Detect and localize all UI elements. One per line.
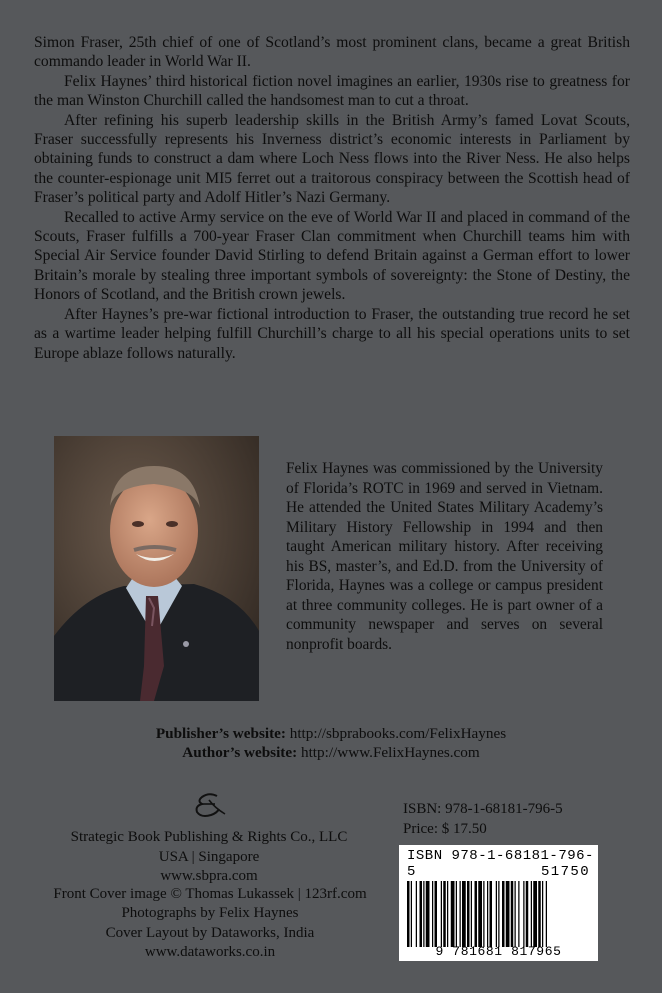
barcode-bar [475, 881, 478, 947]
barcode-bar [533, 881, 537, 947]
barcode-bar [471, 881, 472, 947]
blurb-paragraph: Felix Haynes’ third historical fiction novel imagines an earlier, 1930s rise to greatness for the man Winston Churchill called the handsomest man to cut a throat. [34, 72, 630, 110]
publisher-logo-icon [189, 790, 229, 820]
barcode-bar [432, 881, 433, 947]
barcode-bar [538, 881, 541, 947]
barcode-bar [542, 881, 543, 947]
publisher-block [34, 790, 384, 887]
barcode-bar [443, 881, 446, 947]
isbn-barcode [399, 845, 598, 961]
author-website-label: Author’s website: [182, 744, 298, 761]
barcode-bar [423, 881, 424, 947]
barcode-bar [456, 881, 457, 947]
barcode-bar [515, 881, 516, 947]
publisher-website-line [0, 724, 662, 743]
barcode-price-code: 51750 [540, 864, 590, 880]
barcode-bar [435, 881, 438, 947]
author-bio: Felix Haynes was commissioned by the University of Florida’s ROTC in 1969 and served in Vietnam. He attended the United States Military Academy’s Military History Fellowship in 1994 and then taught American military history. After receiving his BS, master’s, and Ed.D. from the University of Florida, Haynes was a college or campus president at three community colleges. He is part owner of a community newspaper and serves on several nonprofit boards. [286, 460, 603, 653]
barcode-bar [531, 881, 532, 947]
blurb-paragraph: After Haynes’s pre-war fictional introduction to Fraser, the outstanding true record he set as a wartime leader helping fulfill Churchill’s charge to all his special operations units to set Europe ablaze follows naturally. [34, 305, 630, 362]
barcode-isbn-text: ISBN 978-1-68181-796-5 [407, 848, 594, 880]
barcode-bar [490, 881, 493, 947]
barcode-bar [518, 881, 519, 947]
price-line: Price: $ 17.50 [403, 820, 487, 837]
barcode-bar [487, 881, 488, 947]
blurb-text [34, 33, 630, 363]
barcode-bar [411, 881, 412, 947]
barcode-bar [426, 881, 430, 947]
barcode-bars-icon [407, 881, 590, 947]
websites [0, 724, 662, 762]
isbn-info [403, 800, 563, 839]
author-website-line [0, 743, 662, 762]
barcode-bar [420, 881, 423, 947]
barcode-bar [460, 881, 461, 947]
author-photo [54, 436, 259, 701]
credit-line: Photographs by Felix Haynes [121, 905, 299, 922]
barcode-bar [511, 881, 514, 947]
publisher-locations: USA | Singapore [158, 848, 260, 865]
barcode-bar [523, 881, 524, 947]
credits-block [24, 885, 396, 963]
barcode-bar [462, 881, 466, 947]
barcode-bar [441, 881, 442, 947]
blurb-paragraph: Simon Fraser, 25th chief of one of Scotland’s most prominent clans, became a great British commando leader in World War II. [34, 34, 630, 71]
credit-line: Front Cover image © Thomas Lukassek | 123rf.com [53, 886, 367, 902]
barcode-bar [447, 881, 448, 947]
barcode-bar [407, 881, 410, 947]
credit-line: Cover Layout by Dataworks, India [105, 924, 315, 941]
barcode-bar [478, 881, 482, 947]
barcode-bar [451, 881, 455, 947]
credit-line[interactable]: www.dataworks.co.in [144, 944, 276, 961]
isbn-line: ISBN: 978-1-68181-796-5 [403, 801, 563, 817]
blurb-paragraph: After refining his superb leadership skills in the British Army’s famed Lovat Scouts, Fraser successfully represents his Inverness district’s economic interests in Parliament by obtaining funds to construct a dam where Loch Ness flows into the River Ness. He also helps the counter-espionage unit MI5 ferret out a traitorous conspiracy between the Scottish head of Fraser’s political party and Adolf Hitler’s Nazi Germany. [34, 111, 630, 207]
barcode-bar [483, 881, 484, 947]
barcode-digits: 9 781681 817965 [435, 944, 562, 959]
barcode-bar [467, 881, 470, 947]
barcode-bar [416, 881, 417, 947]
barcode-bar [502, 881, 505, 947]
blurb-paragraph: Recalled to active Army service on the eve of World War II and placed in command of the Scouts, Fraser fulfills a 700-year Fraser Clan commitment when Churchill teams him with Special Air Service founder David Stirling to defend Britain against a German effort to lower Britain’s morale by stealing three important symbols of sovereignty: the Stone of Destiny, the Honors of Scotland, and the British crown jewels. [34, 208, 630, 304]
barcode-bar [546, 881, 547, 947]
publisher-name: Strategic Book Publishing & Rights Co., LLC [70, 829, 348, 846]
barcode-bar [498, 881, 499, 947]
barcode-bar [526, 881, 529, 947]
barcode-bar [496, 881, 497, 947]
author-website-url[interactable]: http://www.FelixHaynes.com [300, 744, 480, 761]
publisher-url[interactable]: www.sbpra.com [160, 868, 258, 885]
barcode-bar [506, 881, 510, 947]
publisher-website-url[interactable]: http://sbprabooks.com/FelixHaynes [289, 725, 507, 742]
publisher-website-label: Publisher’s website: [155, 725, 286, 742]
